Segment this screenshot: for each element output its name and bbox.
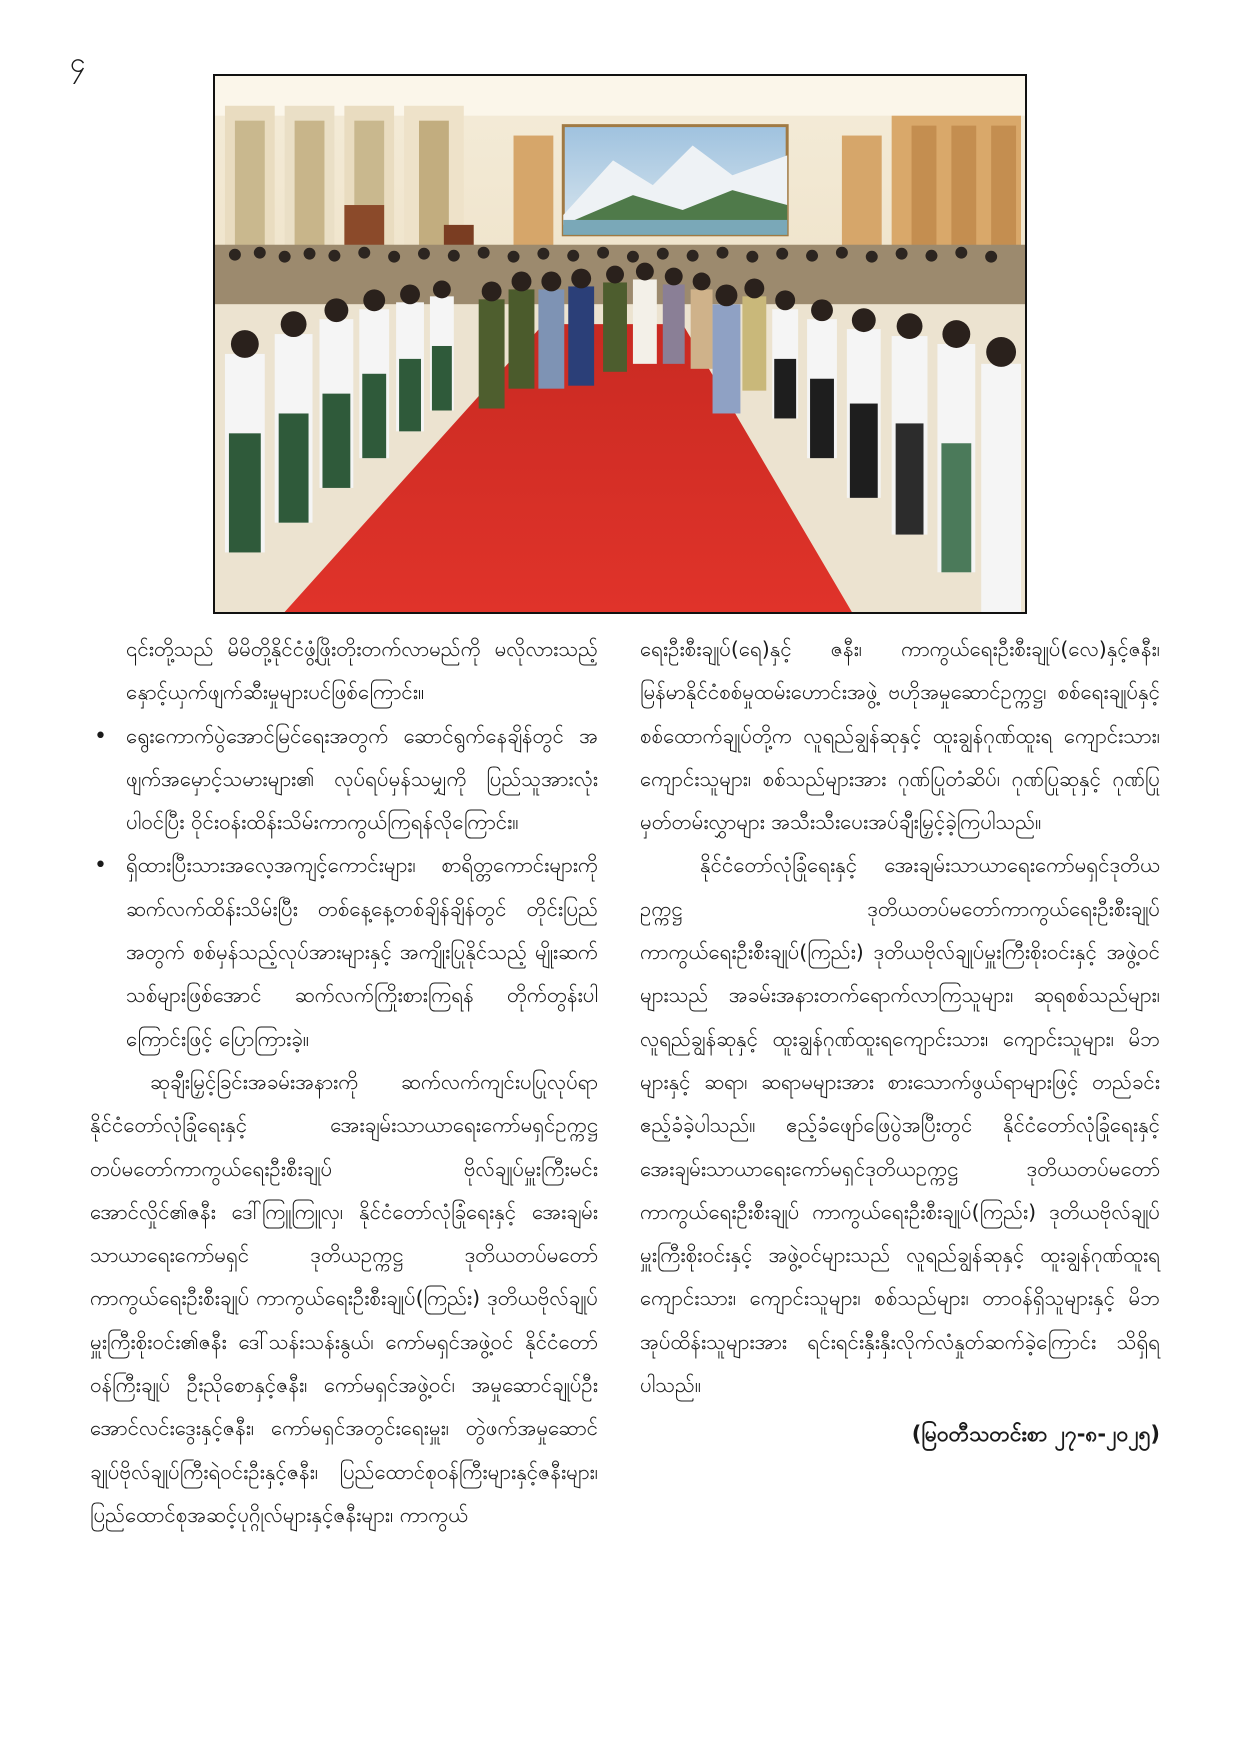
bullet-icon: • (94, 853, 107, 879)
bullet-item (90, 715, 598, 845)
news-photo (213, 74, 1027, 614)
paragraph-continuation: ၎င်းတို့သည် မိမိတို့နိုင်ငံဖွံ့ဖြိုးတိုးတက်လာမည်ကို မလိုလားသည့်နှောင့်ယှက်ဖျက်ဆီးမှုများပင်ဖြစ်ကြောင်း။ (126, 637, 598, 705)
photo-reception-hall-icon (215, 76, 1025, 612)
paragraph-continuation: ရေးဦးစီးချုပ်(ရေ)နှင့် ဇနီး၊ ကာကွယ်ရေးဦးစီးချုပ်(လေ)နှင့်ဇနီး၊ မြန်မာနိုင်ငံစစ်မှုထမ်းဟောင်းအဖွဲ့ ဗဟိုအမှုဆောင်ဥက္ကဋ္ဌ၊ စစ်ရေးချုပ်နှင့် စစ်ထောက်ချုပ်တို့က လူရည်ချွန်ဆုနှင့် ထူးချွန်ဂုဏ်ထူးရ ကျောင်းသား၊ ကျောင်းသူများ၊ စစ်သည်များအား ဂုဏ်ပြုတံဆိပ်၊ ဂုဏ်ပြုဆုနှင့် ဂုဏ်ပြုမှတ်တမ်းလွှာများ အသီးသီးပေးအပ်ချီးမြှင့်ခဲ့ကြပါသည်။ (640, 637, 1160, 835)
paragraph: ဆုချီးမြှင့်ခြင်းအခမ်းအနားကို ဆက်လက်ကျင်းပပြုလုပ်ရာ နိုင်ငံတော်လုံခြုံရေးနှင့် အေးချမ်းသာယာရေးကော်မရှင်ဥက္ကဋ္ဌ တပ်မတော်ကာကွယ်ရေးဦးစီးချုပ် ဗိုလ်ချုပ်မှူးကြီးမင်းအောင်လှိုင်၏ဇနီး ဒေါ်ကြူကြူလှ၊ နိုင်ငံတော်လုံခြုံရေးနှင့် အေးချမ်းသာယာရေးကော်မရှင် ဒုတိယဥက္ကဋ္ဌ ဒုတိယတပ်မတော်ကာကွယ်ရေးဦးစီးချုပ် ကာကွယ်ရေးဦးစီးချုပ်(ကြည်း) ဒုတိယဗိုလ်ချုပ်မှူးကြီးစိုးဝင်း၏ဇနီး ဒေါ်သန်းသန်းနွယ်၊ ကော်မရှင်အဖွဲ့ဝင် နိုင်ငံတော်ဝန်ကြီးချုပ် ဦးညိုစောနှင့်ဇနီး၊ ကော်မရှင်အဖွဲ့ဝင်၊ အမှုဆောင်ချုပ်ဦးအောင်လင်းဒွေးနှင့်ဇနီး၊ ကော်မရှင်အတွင်းရေးမှူး၊ တွဲဖက်အမှုဆောင်ချုပ်ဗိုလ်ချုပ်ကြီးရဲဝင်းဦးနှင့်ဇနီး၊ ပြည်ထောင်စုဝန်ကြီးများနှင့်ဇနီးများ၊ ပြည်ထောင်စုအဆင့်ပုဂ္ဂိုလ်များနှင့်ဇနီးများ၊ ကာကွယ် (90, 1069, 598, 1527)
source-citation: (မြဝတီသတင်းစာ ၂၇-၈-၂၀၂၅) (911, 1422, 1160, 1447)
right-column (640, 628, 1160, 1457)
bullet-text: ရှိထားပြီးသားအလေ့အကျင့်ကောင်းများ၊ စာရိတ္တကောင်းများကို ဆက်လက်ထိန်းသိမ်းပြီး တစ်နေ့နေ့တစ်ချိန်ချိန်တွင် တိုင်းပြည်အတွက် စစ်မှန်သည့်လုပ်အားများနှင့် အကျိုးပြုနိုင်သည့် မျိုးဆက်သစ်များဖြစ်အောင် ဆက်လက်ကြိုးစားကြရန် တိုက်တွန်းပါကြောင်းဖြင့် ပြောကြားခဲ့။ (126, 853, 598, 1051)
bullet-text: ရွေးကောက်ပွဲအောင်မြင်ရေးအတွက် ဆောင်ရွက်နေချိန်တွင် အဖျက်အမှောင့်သမားများ၏ လုပ်ရပ်မှန်သမျှကို ပြည်သူအားလုံးပါဝင်ပြီး ဝိုင်းဝန်းထိန်းသိမ်းကာကွယ်ကြရန်လိုကြောင်း။ (126, 723, 598, 835)
left-column (90, 628, 598, 1537)
paragraph: နိုင်ငံတော်လုံခြုံရေးနှင့် အေးချမ်းသာယာရေးကော်မရှင်ဒုတိယဥက္ကဋ္ဌ ဒုတိယတပ်မတော်ကာကွယ်ရေးဦးစီးချုပ် ကာကွယ်ရေးဦးစီးချုပ်(ကြည်း) ဒုတိယဗိုလ်ချုပ်မှူးကြီးစိုးဝင်းနှင့် အဖွဲ့ဝင်များသည် အခမ်းအနားတက်ရောက်လာကြသူများ၊ ဆုရစစ်သည်များ၊ လူရည်ချွန်ဆုနှင့် ထူးချွန်ဂုဏ်ထူးရကျောင်းသား၊ ကျောင်းသူများ၊ မိဘများနှင့် ဆရာ၊ ဆရာမများအား စားသောက်ဖွယ်ရာများဖြင့် တည်ခင်းဧည့်ခံခဲ့ပါသည်။ ဧည့်ခံဖျော်ဖြေပွဲအပြီးတွင် နိုင်ငံတော်လုံခြုံရေးနှင့် အေးချမ်းသာယာရေးကော်မရှင်ဒုတိယဥက္ကဋ္ဌ ဒုတိယတပ်မတော်ကာကွယ်ရေးဦးစီးချုပ် ကာကွယ်ရေးဦးစီးချုပ်(ကြည်း) ဒုတိယဗိုလ်ချုပ်မှူးကြီးစိုးဝင်းနှင့် အဖွဲ့ဝင်များသည် လူရည်ချွန်ဆုနှင့် ထူးချွန်ဂုဏ်ထူးရ ကျောင်းသား၊ ကျောင်းသူများ၊ စစ်သည်များ၊ တာဝန်ရှိသူများနှင့် မိဘအုပ်ထိန်းသူများအား ရင်းရင်းနှီးနှီးလိုက်လံနှုတ်ဆက်ခဲ့ကြောင်း သိရှိရပါသည်။ (640, 853, 1160, 1398)
page-number: ၄ (70, 46, 86, 79)
bullet-icon: • (94, 723, 107, 749)
bullet-item (90, 844, 598, 1060)
